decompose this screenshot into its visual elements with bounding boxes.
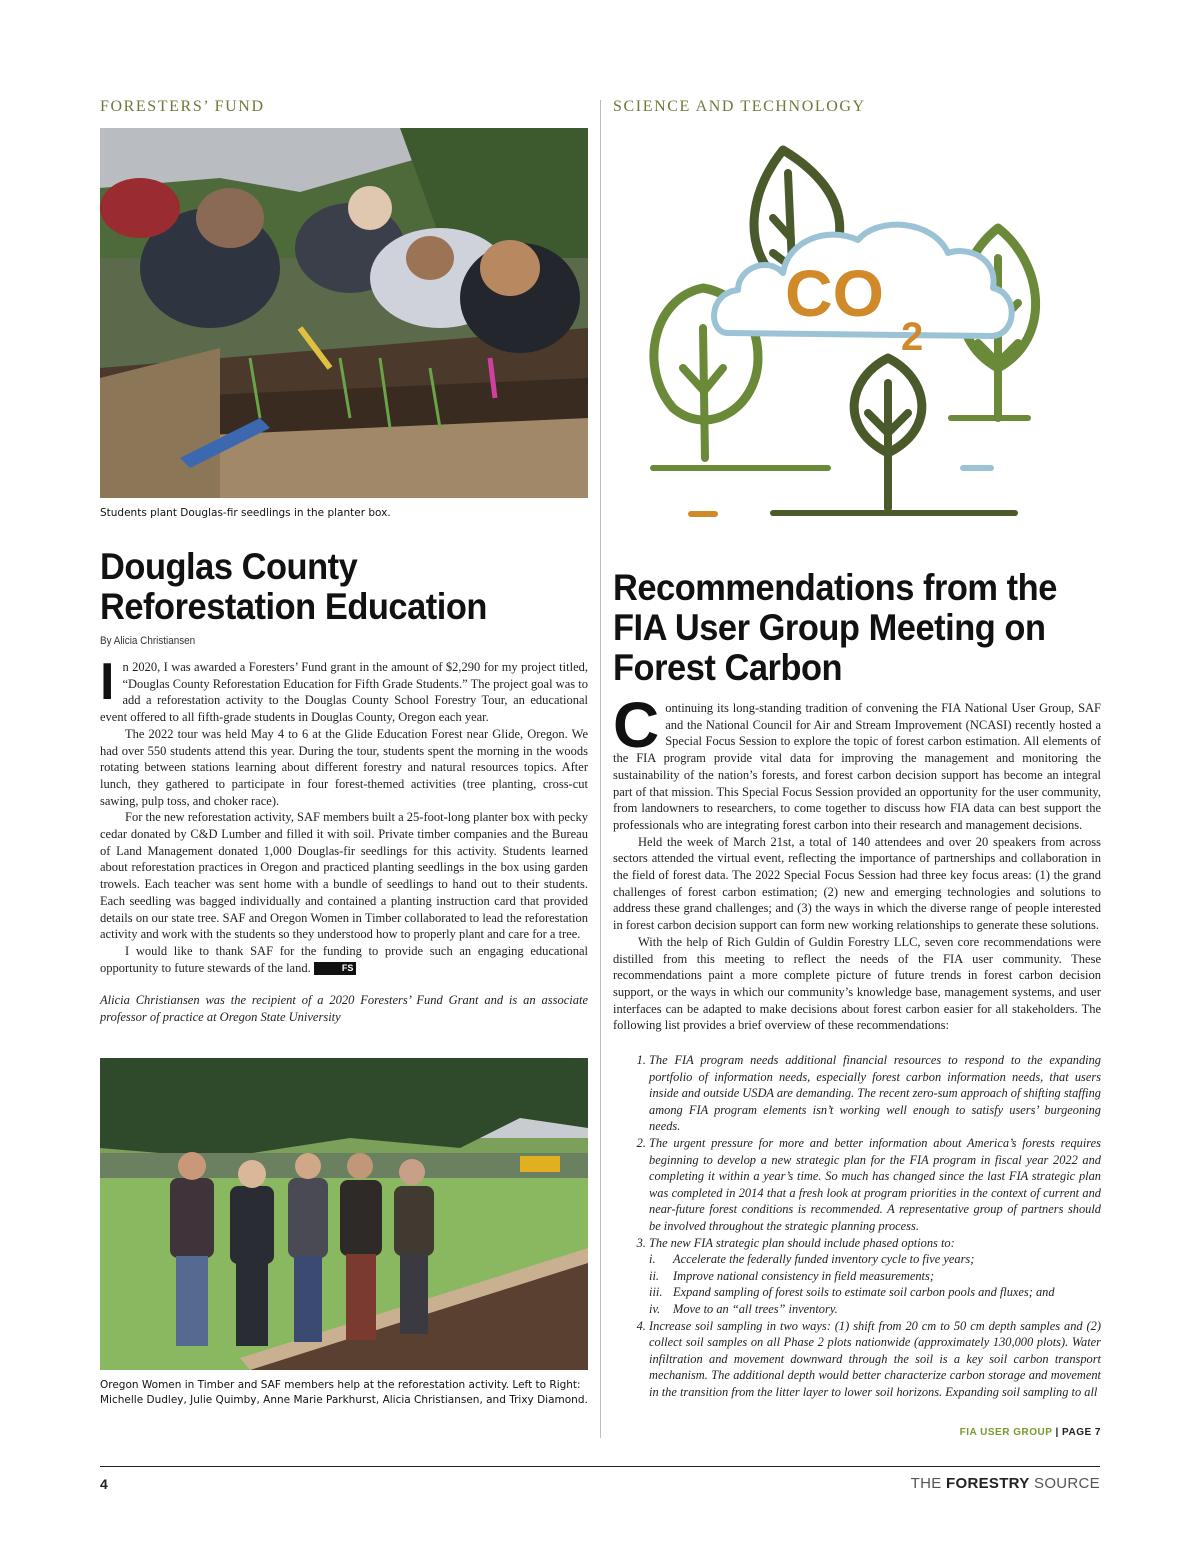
recommendation-3-text: The new FIA strategic plan should include phased options to:: [649, 1235, 955, 1250]
option-iv: [649, 1301, 1101, 1318]
author-note: Alicia Christiansen was the recipient of a 2020 Foresters’ Fund Grant and is an associate professor of practice at Oregon State University: [100, 993, 588, 1025]
option-iv-text: Move to an “all trees” inventory.: [673, 1301, 838, 1316]
right-article-body: [613, 689, 1101, 1034]
byline: By Alicia Christiansen: [100, 635, 196, 647]
co2-illustration: [613, 128, 1101, 540]
dropcap-i: I: [100, 653, 115, 711]
pub-forestry: FORESTRY: [946, 1475, 1030, 1492]
photo2-caption: Oregon Women in Timber and SAF members help at the reforestation activity. Left to Right: Michelle Dudley, Julie Quimby, Anne Marie Parkhurst, Alicia Christiansen, and Trixy Diamond.: [100, 1378, 588, 1406]
jump-label: FIA USER GROUP: [959, 1427, 1053, 1438]
recommendations-list: [613, 1052, 1101, 1400]
volunteers-image: [100, 1058, 588, 1370]
footer-rule: [100, 1466, 1100, 1467]
option-i-num: i.: [649, 1252, 656, 1267]
photo-students-planting: [100, 128, 588, 498]
option-iii-num: iii.: [649, 1285, 663, 1300]
option-ii: [649, 1268, 1101, 1285]
recommendation-4: 4. Increase soil sampling in two ways: (1) shift from 20 cm to 50 cm depth samples and (2) collect soil samples on all Phase 2 plots nationwide (approximately 130,000 plots). Water infiltration and movement downward through the soil is a key soil carbon transport mechanism. The additional depth would better characterize carbon storage and movement in the transition from the litter layer to lower soil horizons. Expanding soil sampling to all: [649, 1318, 1101, 1401]
jump-page: | PAGE 7: [1055, 1427, 1101, 1438]
option-iii-text: Expand sampling of forest soils to estimate soil carbon pools and fluxes; and: [673, 1285, 1055, 1300]
co2-subscript: 2: [901, 315, 924, 359]
photo-volunteers: [100, 1058, 588, 1370]
option-iv-num: iv.: [649, 1301, 661, 1316]
recommendation-3: [649, 1235, 1101, 1318]
phased-options-list: [649, 1251, 1101, 1317]
right-paragraph-1-text: ontinuing its long-standing tradition of convening the FIA National User Group, SAF and the National Council for Air and Stream Improvement (NCASI) recently hosted a Special Focus Session to explore the topic of forest carbon estimation. All elements of the FIA program provide vital data for improving the management and monitoring the sustainability of the nation’s forests, and forest carbon decision support has become an integral part of that mission. This Special Focus Session provided an opportunity for the user community, from landowners to researchers, to come together to discuss how FIA data can best support the professionals who are integrating forest carbon into their research and management decisions.: [613, 701, 1101, 832]
left-paragraph-4-text: I would like to thank SAF for the funding to provide such an engaging educational opportunity to future stewards of the land.: [100, 943, 588, 975]
option-i-text: Accelerate the federally funded inventory cycle to five years;: [673, 1252, 975, 1267]
left-paragraph-1-text: n 2020, I was awarded a Foresters’ Fund grant in the amount of $2,290 for my project titled, “Douglas County Reforestation Education for Fifth Grade Students.” The project goal was to add a reforestation activity to the Douglas County School Forestry Tour, an educational event offered to all fifth-grade students in Douglas County, Oregon each year.: [100, 660, 588, 725]
co2-text: CO: [785, 256, 884, 330]
recommendation-2: 2. The urgent pressure for more and better information about America’s forests requires beginning to develop a new strategic plan for the FIA program in fiscal year 2022 and completing it within a year’s time. So much has changed since the last FIA strategic plan was completed in 2014 that a fresh look at program priorities in the context of current and near-future forest conditions is recommended. A representative group of partners should be involved throughout the strategic planning process.: [649, 1135, 1101, 1235]
left-paragraph-2: The 2022 tour was held May 4 to 6 at the Glide Education Forest near Glide, Oregon. We had over 550 students attend this year. During the tour, students spent the morning in the woods rotating between stations learning about different forestry and natural resources topics. After lunch, they gathered to participate in four forest-themed activities (tree planting, cross-cut sawing, pulp toss, and choker race).: [100, 726, 588, 808]
publication-name: [911, 1475, 1100, 1492]
students-planting-image: [100, 128, 588, 498]
right-paragraph-3: With the help of Rich Guldin of Guldin Forestry LLC, seven core recommendations were distilled from this meeting to reflect the needs of the FIA user community. These recommendations paint a more complete picture of future trends in forest carbon decision support, or the ways in which our community’s knowledge base, management systems, and user interfaces can be adapted to make decisions about forest carbon easier for all stakeholders. The following list provides a brief overview of these recommendations:: [613, 934, 1101, 1033]
left-paragraph-3: For the new reforestation activity, SAF members built a 25-foot-long planter box with pecky cedar donated by C&D Lumber and filled it with soil. Private timber companies and the Bureau of Land Management donated 1,000 Douglas-fir seedlings for this activity. Students learned about reforestation practices in Oregon and practiced planting seedlings in the box using garden trowels. Each teacher was sent home with a bundle of seedlings to hand out to their students. Each seedling was bagged individually and contained a planting instruction card that provided details on our state tree. SAF and Oregon Women in Timber collaborated to lead the reforestation activity and work with the students so they understood how to properly plant and care for a tree.: [100, 810, 588, 942]
section-label-foresters-fund: FORESTERS’ FUND: [100, 98, 265, 115]
recommendation-1: 1. The FIA program needs additional financial resources to respond to the expanding portfolio of information needs, especially forest carbon information needs, that users inside and outside USDA are demanding. The recent zero-sum approach of shifting staffing among FIA program elements isn’t working well enough to satisfy users’ burgeoning needs.: [649, 1052, 1101, 1135]
left-article-body: [100, 653, 588, 976]
option-ii-text: Improve national consistency in field measurements;: [673, 1268, 934, 1283]
fs-end-badge: FS: [314, 962, 357, 975]
option-iii: [649, 1284, 1101, 1301]
left-paragraph-4: [100, 943, 588, 976]
option-ii-num: ii.: [649, 1268, 659, 1283]
pub-the: THE: [910, 1475, 947, 1492]
option-i: [649, 1251, 1101, 1268]
column-divider: [600, 100, 601, 1438]
page-number: 4: [100, 1476, 108, 1492]
right-paragraph-2: Held the week of March 21st, a total of 140 attendees and over 20 speakers from across sectors attended the virtual event, reflecting the importance of partnerships and collaboration in the field of forest data. The 2022 Special Focus Session had three key focus areas: (1) the grand challenges of forest carbon estimation; (2) new and emerging technologies and solutions to address these grand challenges; and (3) the ways in which the diverse range of people interested in forest carbon decision support can form new working relationships to generate these solutions.: [613, 834, 1101, 933]
article-title-right: Recommendations from the FIA User Group Meeting on Forest Carbon: [613, 567, 1057, 688]
dropcap-c: C: [613, 689, 660, 761]
left-column: [100, 96, 588, 1408]
left-paragraph-1: [100, 653, 588, 726]
photo1-caption: Students plant Douglas-fir seedlings in the planter box.: [100, 507, 391, 519]
right-column: [613, 96, 1101, 1401]
pub-source: SOURCE: [1029, 1475, 1100, 1492]
right-paragraph-1: [613, 689, 1101, 834]
article-title-left: Douglas County Reforestation Education: [100, 546, 487, 627]
co2-trees-graphic: [613, 128, 1101, 540]
continued-jump[interactable]: [613, 1427, 1101, 1438]
section-label-science-technology: SCIENCE AND TECHNOLOGY: [613, 98, 866, 115]
